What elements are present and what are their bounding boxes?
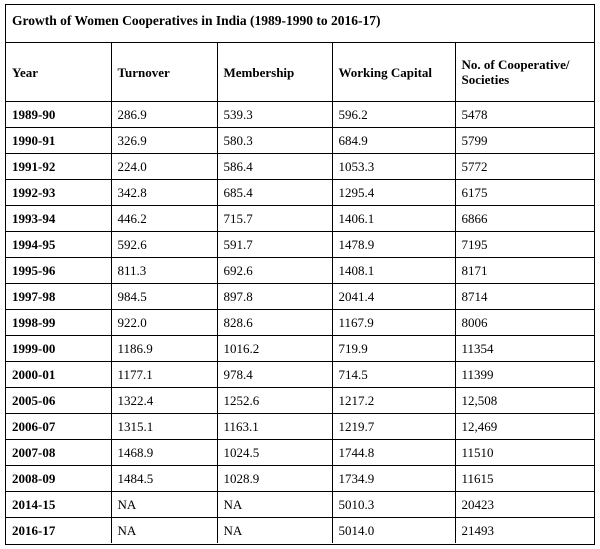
table-row (6, 388, 594, 414)
membership-cell: NA (217, 518, 332, 544)
table-row (6, 336, 594, 362)
societies-cell: 5772 (455, 154, 594, 180)
working-capital-cell: 596.2 (332, 102, 455, 128)
year-cell: 1997-98 (6, 284, 111, 310)
table-row (6, 102, 594, 128)
turnover-cell: 922.0 (111, 310, 217, 336)
membership-cell: 1016.2 (217, 336, 332, 362)
membership-cell: 715.7 (217, 206, 332, 232)
table-row (6, 284, 594, 310)
header-membership: Membership (217, 43, 332, 102)
year-cell: 1991-92 (6, 154, 111, 180)
table-row (6, 414, 594, 440)
turnover-cell: 1186.9 (111, 336, 217, 362)
membership-cell: 978.4 (217, 362, 332, 388)
membership-cell: 1163.1 (217, 414, 332, 440)
membership-cell: 539.3 (217, 102, 332, 128)
societies-cell: 8006 (455, 310, 594, 336)
membership-cell: 897.8 (217, 284, 332, 310)
year-cell: 1999-00 (6, 336, 111, 362)
societies-cell: 11615 (455, 466, 594, 492)
working-capital-cell: 5014.0 (332, 518, 455, 544)
year-cell: 2014-15 (6, 492, 111, 518)
membership-cell: 692.6 (217, 258, 332, 284)
table-row (6, 362, 594, 388)
turnover-cell: NA (111, 518, 217, 544)
year-cell: 1998-99 (6, 310, 111, 336)
societies-cell: 5478 (455, 102, 594, 128)
societies-cell: 6866 (455, 206, 594, 232)
membership-cell: 1028.9 (217, 466, 332, 492)
year-cell: 1994-95 (6, 232, 111, 258)
working-capital-cell: 1053.3 (332, 154, 455, 180)
table-body (6, 102, 594, 544)
turnover-cell: 1468.9 (111, 440, 217, 466)
turnover-cell: 326.9 (111, 128, 217, 154)
header-turnover: Turnover (111, 43, 217, 102)
societies-cell: 12,469 (455, 414, 594, 440)
turnover-cell: 1484.5 (111, 466, 217, 492)
working-capital-cell: 714.5 (332, 362, 455, 388)
turnover-cell: 446.2 (111, 206, 217, 232)
societies-cell: 21493 (455, 518, 594, 544)
working-capital-cell: 1167.9 (332, 310, 455, 336)
table-row (6, 154, 594, 180)
header-year: Year (6, 43, 111, 102)
working-capital-cell: 1217.2 (332, 388, 455, 414)
table-row (6, 206, 594, 232)
societies-cell: 11399 (455, 362, 594, 388)
working-capital-cell: 1744.8 (332, 440, 455, 466)
year-cell: 2005-06 (6, 388, 111, 414)
working-capital-cell: 1408.1 (332, 258, 455, 284)
year-cell: 1995-96 (6, 258, 111, 284)
year-cell: 1993-94 (6, 206, 111, 232)
table-row (6, 128, 594, 154)
societies-cell: 6175 (455, 180, 594, 206)
turnover-cell: 984.5 (111, 284, 217, 310)
year-cell: 2000-01 (6, 362, 111, 388)
turnover-cell: 811.3 (111, 258, 217, 284)
societies-cell: 11510 (455, 440, 594, 466)
table-row (6, 492, 594, 518)
membership-cell: 828.6 (217, 310, 332, 336)
working-capital-cell: 684.9 (332, 128, 455, 154)
membership-cell: 1252.6 (217, 388, 332, 414)
data-table-container (5, 4, 595, 545)
turnover-cell: 286.9 (111, 102, 217, 128)
working-capital-cell: 1406.1 (332, 206, 455, 232)
societies-cell: 5799 (455, 128, 594, 154)
cooperatives-table (6, 43, 594, 543)
working-capital-cell: 1219.7 (332, 414, 455, 440)
societies-cell: 8171 (455, 258, 594, 284)
year-cell: 1990-91 (6, 128, 111, 154)
year-cell: 1992-93 (6, 180, 111, 206)
working-capital-cell: 5010.3 (332, 492, 455, 518)
societies-cell: 8714 (455, 284, 594, 310)
turnover-cell: 592.6 (111, 232, 217, 258)
turnover-cell: 1315.1 (111, 414, 217, 440)
header-working-capital: Working Capital (332, 43, 455, 102)
year-cell: 1989-90 (6, 102, 111, 128)
membership-cell: 586.4 (217, 154, 332, 180)
membership-cell: 1024.5 (217, 440, 332, 466)
table-row (6, 258, 594, 284)
header-societies: No. of Cooperative/ Societies (455, 43, 594, 102)
turnover-cell: NA (111, 492, 217, 518)
table-row (6, 440, 594, 466)
turnover-cell: 342.8 (111, 180, 217, 206)
turnover-cell: 224.0 (111, 154, 217, 180)
turnover-cell: 1322.4 (111, 388, 217, 414)
table-title: Growth of Women Cooperatives in India (1989-1990 to 2016-17) (6, 5, 594, 43)
working-capital-cell: 1478.9 (332, 232, 455, 258)
year-cell: 2007-08 (6, 440, 111, 466)
turnover-cell: 1177.1 (111, 362, 217, 388)
membership-cell: NA (217, 492, 332, 518)
societies-cell: 11354 (455, 336, 594, 362)
year-cell: 2008-09 (6, 466, 111, 492)
header-row (6, 43, 594, 102)
working-capital-cell: 1734.9 (332, 466, 455, 492)
table-row (6, 310, 594, 336)
table-row (6, 232, 594, 258)
table-row (6, 518, 594, 544)
working-capital-cell: 719.9 (332, 336, 455, 362)
societies-cell: 7195 (455, 232, 594, 258)
membership-cell: 685.4 (217, 180, 332, 206)
membership-cell: 591.7 (217, 232, 332, 258)
working-capital-cell: 1295.4 (332, 180, 455, 206)
membership-cell: 580.3 (217, 128, 332, 154)
societies-cell: 12,508 (455, 388, 594, 414)
table-row (6, 466, 594, 492)
societies-cell: 20423 (455, 492, 594, 518)
table-row (6, 180, 594, 206)
year-cell: 2006-07 (6, 414, 111, 440)
year-cell: 2016-17 (6, 518, 111, 544)
working-capital-cell: 2041.4 (332, 284, 455, 310)
